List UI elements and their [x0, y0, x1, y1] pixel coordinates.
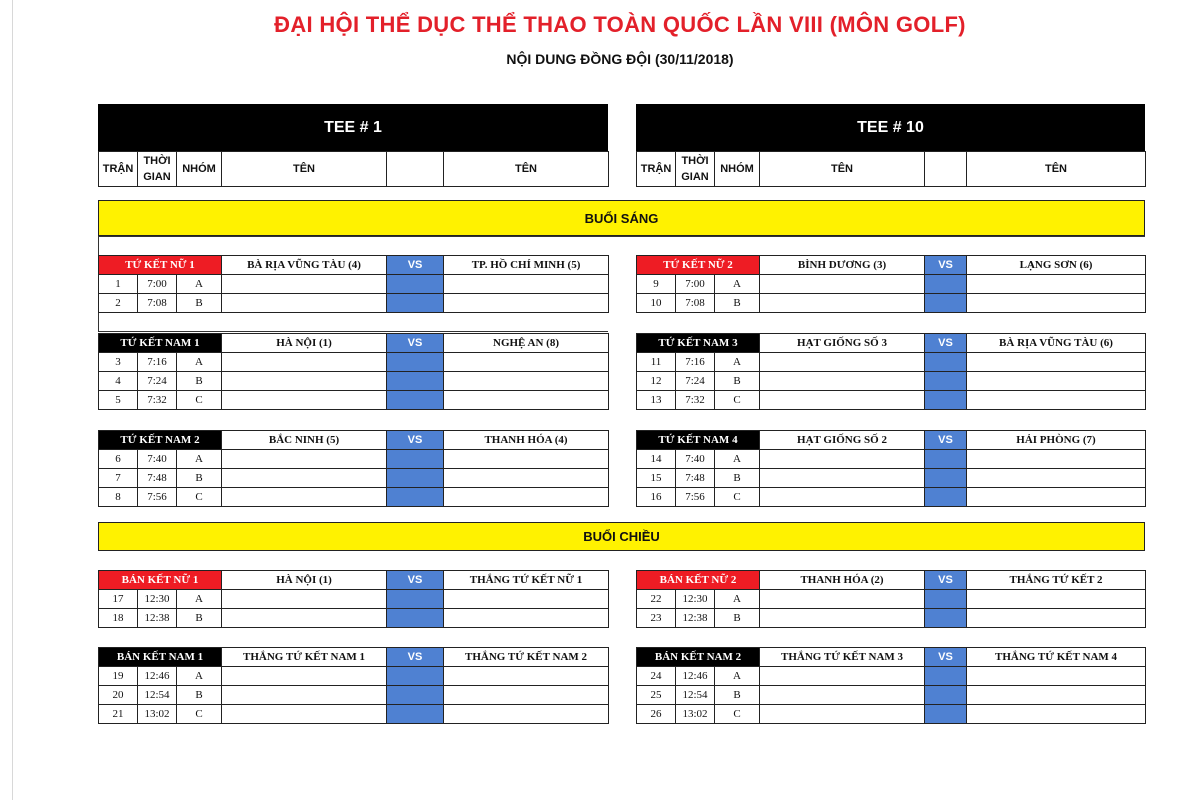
round-label: TỨ KẾT NỮ 2 — [637, 256, 760, 275]
match-row — [99, 372, 609, 391]
tee-time: 7:32 — [676, 391, 715, 410]
group-letter: A — [177, 275, 222, 294]
match-number: 14 — [637, 450, 676, 469]
round-label: TỨ KẾT NAM 3 — [637, 334, 760, 353]
group-table-g5 — [98, 430, 609, 507]
team-2-name: LẠNG SƠN (6) — [967, 256, 1146, 275]
vs-column-cell — [387, 372, 444, 391]
vs-column-cell — [387, 667, 444, 686]
vs-badge: VS — [925, 431, 967, 450]
team-1-player-cell — [760, 450, 925, 469]
team-2-player-cell — [444, 686, 609, 705]
col-group: NHÓM — [715, 152, 760, 187]
team-2-player-cell — [444, 590, 609, 609]
team-2-player-cell — [967, 391, 1146, 410]
team-2-player-cell — [967, 488, 1146, 507]
team-1-player-cell — [760, 705, 925, 724]
match-row — [637, 705, 1146, 724]
col-time-line1: THỜI — [681, 155, 709, 167]
group-letter: A — [177, 450, 222, 469]
tee-time: 7:16 — [676, 353, 715, 372]
team-1-player-cell — [222, 590, 387, 609]
vs-badge: VS — [387, 431, 444, 450]
match-row — [99, 450, 609, 469]
tee-time: 7:56 — [138, 488, 177, 507]
group-letter: A — [715, 667, 760, 686]
round-label: TỨ KẾT NAM 2 — [99, 431, 222, 450]
vs-column-cell — [387, 353, 444, 372]
team-2-name: TP. HỒ CHÍ MINH (5) — [444, 256, 609, 275]
match-number: 17 — [99, 590, 138, 609]
group-letter: C — [715, 705, 760, 724]
tee-time: 7:08 — [138, 294, 177, 313]
team-1-player-cell — [222, 667, 387, 686]
group-letter: A — [715, 590, 760, 609]
vs-column-cell — [387, 609, 444, 628]
round-label: BÁN KẾT NAM 1 — [99, 648, 222, 667]
team-1-player-cell — [222, 469, 387, 488]
vs-column-cell — [925, 469, 967, 488]
divider — [98, 236, 1145, 237]
vs-column-cell — [925, 686, 967, 705]
col-time-line1: THỜI — [143, 155, 171, 167]
team-2-player-cell — [967, 705, 1146, 724]
vs-column-cell — [925, 590, 967, 609]
match-row — [99, 294, 609, 313]
team-1-player-cell — [760, 391, 925, 410]
tee-time: 7:40 — [676, 450, 715, 469]
match-number: 15 — [637, 469, 676, 488]
tee-time: 12:54 — [138, 686, 177, 705]
match-number: 19 — [99, 667, 138, 686]
vs-column-cell — [925, 294, 967, 313]
team-1-name: THANH HÓA (2) — [760, 571, 925, 590]
match-row — [637, 667, 1146, 686]
vs-column-cell — [387, 686, 444, 705]
round-label: TỨ KẾT NỮ 1 — [99, 256, 222, 275]
group-table-g2 — [636, 255, 1146, 313]
team-1-player-cell — [760, 686, 925, 705]
vs-column-cell — [925, 667, 967, 686]
match-row — [99, 469, 609, 488]
tee-time: 13:02 — [138, 705, 177, 724]
tee-time: 7:24 — [676, 372, 715, 391]
match-number: 10 — [637, 294, 676, 313]
tee-time: 12:54 — [676, 686, 715, 705]
match-number: 20 — [99, 686, 138, 705]
team-2-player-cell — [967, 667, 1146, 686]
tee-time: 7:24 — [138, 372, 177, 391]
vs-column-cell — [387, 590, 444, 609]
col-group: NHÓM — [177, 152, 222, 187]
tee-time: 7:32 — [138, 391, 177, 410]
col-time — [138, 152, 177, 187]
tee-time: 7:16 — [138, 353, 177, 372]
team-1-name: THẮNG TỨ KẾT NAM 1 — [222, 648, 387, 667]
team-1-name: HẠT GIỐNG SỐ 3 — [760, 334, 925, 353]
team-2-player-cell — [444, 450, 609, 469]
team-1-player-cell — [760, 275, 925, 294]
team-2-name: BÀ RỊA VŨNG TÀU (6) — [967, 334, 1146, 353]
col-blank — [925, 152, 967, 187]
col-match: TRẬN — [99, 152, 138, 187]
tee-time: 12:30 — [138, 590, 177, 609]
match-row — [637, 450, 1146, 469]
team-1-player-cell — [760, 609, 925, 628]
match-number: 18 — [99, 609, 138, 628]
group-table-g3 — [98, 333, 609, 410]
vs-column-cell — [925, 609, 967, 628]
vs-column-cell — [387, 391, 444, 410]
match-number: 16 — [637, 488, 676, 507]
team-2-player-cell — [967, 275, 1146, 294]
team-1-player-cell — [222, 391, 387, 410]
team-1-player-cell — [222, 275, 387, 294]
column-header-left — [98, 151, 609, 187]
match-number: 4 — [99, 372, 138, 391]
match-number: 7 — [99, 469, 138, 488]
match-row — [99, 353, 609, 372]
team-2-player-cell — [444, 667, 609, 686]
vs-column-cell — [925, 488, 967, 507]
match-row — [99, 590, 609, 609]
tee-time: 7:48 — [676, 469, 715, 488]
column-header-right — [636, 151, 1146, 187]
match-row — [637, 275, 1146, 294]
group-letter: C — [715, 488, 760, 507]
team-2-player-cell — [444, 294, 609, 313]
team-2-player-cell — [444, 469, 609, 488]
tee-time: 7:00 — [138, 275, 177, 294]
vs-column-cell — [925, 353, 967, 372]
group-letter: A — [715, 450, 760, 469]
team-2-name: HẢI PHÒNG (7) — [967, 431, 1146, 450]
group-letter: C — [177, 488, 222, 507]
team-2-name: THẮNG TỨ KẾT 2 — [967, 571, 1146, 590]
team-2-name: THẮNG TỨ KẾT NAM 4 — [967, 648, 1146, 667]
vs-column-cell — [387, 450, 444, 469]
tee-time: 12:38 — [138, 609, 177, 628]
page-title: ĐẠI HỘI THỂ DỤC THỂ THAO TOÀN QUỐC LẦN VIII (MÔN GOLF) — [274, 12, 966, 37]
team-1-name: BÀ RỊA VŨNG TÀU (4) — [222, 256, 387, 275]
team-1-player-cell — [222, 686, 387, 705]
match-row — [637, 372, 1146, 391]
team-1-player-cell — [760, 372, 925, 391]
team-1-name: HÀ NỘI (1) — [222, 571, 387, 590]
group-letter: B — [715, 294, 760, 313]
match-number: 8 — [99, 488, 138, 507]
match-number: 22 — [637, 590, 676, 609]
team-2-player-cell — [444, 275, 609, 294]
team-1-name: BẮC NINH (5) — [222, 431, 387, 450]
tee-time: 13:02 — [676, 705, 715, 724]
team-1-player-cell — [222, 609, 387, 628]
col-name-2: TÊN — [967, 152, 1146, 187]
team-2-player-cell — [444, 488, 609, 507]
match-row — [99, 609, 609, 628]
match-number: 13 — [637, 391, 676, 410]
team-1-player-cell — [222, 372, 387, 391]
group-letter: B — [177, 294, 222, 313]
col-name-1: TÊN — [760, 152, 925, 187]
vs-column-cell — [925, 705, 967, 724]
match-row — [99, 391, 609, 410]
col-match: TRẬN — [637, 152, 676, 187]
match-row — [99, 667, 609, 686]
team-2-player-cell — [967, 450, 1146, 469]
group-letter: A — [715, 353, 760, 372]
team-2-player-cell — [967, 609, 1146, 628]
vs-column-cell — [925, 372, 967, 391]
group-letter: B — [177, 372, 222, 391]
group-letter: A — [177, 590, 222, 609]
group-letter: B — [177, 609, 222, 628]
group-table-g8 — [636, 570, 1146, 628]
group-letter: B — [715, 686, 760, 705]
match-number: 3 — [99, 353, 138, 372]
round-label: TỨ KẾT NAM 1 — [99, 334, 222, 353]
col-name-2: TÊN — [444, 152, 609, 187]
col-name-1: TÊN — [222, 152, 387, 187]
team-2-name: THẮNG TỨ KẾT NỮ 1 — [444, 571, 609, 590]
group-table-g4 — [636, 333, 1146, 410]
team-1-player-cell — [222, 705, 387, 724]
team-2-name: THANH HÓA (4) — [444, 431, 609, 450]
col-blank — [387, 152, 444, 187]
tee-time: 12:38 — [676, 609, 715, 628]
group-letter: B — [715, 609, 760, 628]
team-2-name: NGHỆ AN (8) — [444, 334, 609, 353]
col-time-line2: GIAN — [681, 171, 709, 183]
col-time-line2: GIAN — [143, 171, 171, 183]
tee-10-header: TEE # 10 — [636, 104, 1145, 151]
col-time — [676, 152, 715, 187]
tee-1-header: TEE # 1 — [98, 104, 608, 151]
group-letter: B — [715, 372, 760, 391]
vs-column-cell — [925, 275, 967, 294]
team-2-player-cell — [967, 353, 1146, 372]
match-number: 9 — [637, 275, 676, 294]
page-edge — [12, 0, 13, 800]
team-2-player-cell — [967, 372, 1146, 391]
match-row — [637, 469, 1146, 488]
match-row — [637, 686, 1146, 705]
group-letter: A — [177, 667, 222, 686]
vs-badge: VS — [387, 648, 444, 667]
team-2-player-cell — [444, 705, 609, 724]
tee-time: 7:56 — [676, 488, 715, 507]
tee-time: 12:30 — [676, 590, 715, 609]
round-label: TỨ KẾT NAM 4 — [637, 431, 760, 450]
group-letter: A — [177, 353, 222, 372]
match-number: 12 — [637, 372, 676, 391]
team-1-name: HÀ NỘI (1) — [222, 334, 387, 353]
group-table-g6 — [636, 430, 1146, 507]
team-1-player-cell — [760, 667, 925, 686]
tee-time: 7:40 — [138, 450, 177, 469]
match-number: 26 — [637, 705, 676, 724]
round-label: BÁN KẾT NAM 2 — [637, 648, 760, 667]
group-letter: C — [177, 391, 222, 410]
match-row — [637, 391, 1146, 410]
team-2-player-cell — [967, 590, 1146, 609]
team-1-player-cell — [760, 488, 925, 507]
team-2-player-cell — [967, 686, 1146, 705]
match-number: 23 — [637, 609, 676, 628]
team-2-player-cell — [967, 294, 1146, 313]
team-2-player-cell — [444, 353, 609, 372]
team-2-player-cell — [444, 372, 609, 391]
team-1-player-cell — [222, 353, 387, 372]
team-1-player-cell — [222, 294, 387, 313]
match-row — [637, 609, 1146, 628]
round-label: BÁN KẾT NỮ 2 — [637, 571, 760, 590]
team-2-name: THẮNG TỨ KẾT NAM 2 — [444, 648, 609, 667]
match-row — [637, 590, 1146, 609]
divider — [98, 331, 608, 332]
vs-column-cell — [925, 450, 967, 469]
match-row — [637, 488, 1146, 507]
vs-column-cell — [925, 391, 967, 410]
match-row — [637, 294, 1146, 313]
team-2-player-cell — [444, 391, 609, 410]
group-letter: B — [177, 469, 222, 488]
team-2-player-cell — [444, 609, 609, 628]
tee-time: 7:48 — [138, 469, 177, 488]
tee-time: 7:00 — [676, 275, 715, 294]
group-letter: B — [715, 469, 760, 488]
match-row — [99, 705, 609, 724]
group-table-g9 — [98, 647, 609, 724]
match-number: 25 — [637, 686, 676, 705]
team-1-name: BÌNH DƯƠNG (3) — [760, 256, 925, 275]
group-table-g7 — [98, 570, 609, 628]
session-afternoon: BUỔI CHIỀU — [98, 522, 1145, 551]
vs-badge: VS — [925, 256, 967, 275]
tee-time: 12:46 — [138, 667, 177, 686]
vs-badge: VS — [387, 571, 444, 590]
match-number: 5 — [99, 391, 138, 410]
tee-time: 7:08 — [676, 294, 715, 313]
vs-column-cell — [387, 488, 444, 507]
match-number: 24 — [637, 667, 676, 686]
team-1-player-cell — [222, 488, 387, 507]
match-number: 11 — [637, 353, 676, 372]
vs-column-cell — [387, 469, 444, 488]
vs-column-cell — [387, 275, 444, 294]
match-row — [99, 275, 609, 294]
vs-column-cell — [387, 294, 444, 313]
tee-time: 12:46 — [676, 667, 715, 686]
group-letter: B — [177, 686, 222, 705]
match-number: 2 — [99, 294, 138, 313]
vs-badge: VS — [925, 648, 967, 667]
round-label: BÁN KẾT NỮ 1 — [99, 571, 222, 590]
team-1-player-cell — [760, 590, 925, 609]
team-1-player-cell — [760, 353, 925, 372]
match-number: 6 — [99, 450, 138, 469]
vs-badge: VS — [387, 334, 444, 353]
page-subtitle: NỘI DUNG ĐỒNG ĐỘI (30/11/2018) — [506, 51, 734, 67]
group-letter: A — [715, 275, 760, 294]
match-row — [99, 488, 609, 507]
match-row — [99, 686, 609, 705]
group-table-g10 — [636, 647, 1146, 724]
group-letter: C — [177, 705, 222, 724]
session-morning: BUỔI SÁNG — [98, 200, 1145, 236]
match-row — [637, 353, 1146, 372]
match-number: 21 — [99, 705, 138, 724]
vs-badge: VS — [925, 334, 967, 353]
team-1-name: HẠT GIỐNG SỐ 2 — [760, 431, 925, 450]
group-table-g1 — [98, 255, 609, 313]
group-letter: C — [715, 391, 760, 410]
team-1-player-cell — [760, 294, 925, 313]
vs-badge: VS — [925, 571, 967, 590]
match-number: 1 — [99, 275, 138, 294]
vs-badge: VS — [387, 256, 444, 275]
team-1-player-cell — [760, 469, 925, 488]
team-1-player-cell — [222, 450, 387, 469]
vs-column-cell — [387, 705, 444, 724]
team-1-name: THẮNG TỨ KẾT NAM 3 — [760, 648, 925, 667]
team-2-player-cell — [967, 469, 1146, 488]
